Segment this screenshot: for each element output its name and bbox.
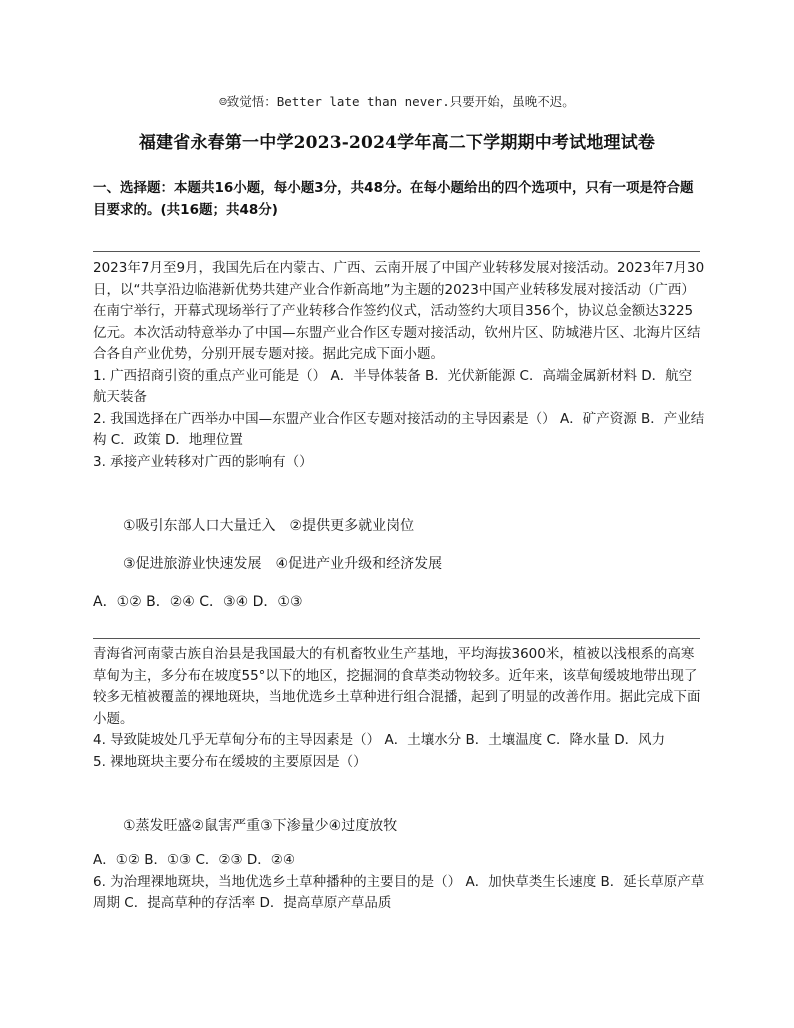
q5-answer-choices: A．①② B．①③ C．②③ D．②④ — [93, 852, 296, 868]
q3-options-line-1: ①吸引东部人口大量迁入 ②提供更多就业岗位 — [123, 518, 415, 534]
motto-line: ☺致觉悟：Better late than never.只要开始，虽晚不迟。 — [219, 94, 575, 109]
q5-options-line: ①蒸发旺盛②鼠害严重③下渗量少④过度放牧 — [123, 818, 398, 834]
question-group-2-continued — [93, 850, 705, 915]
question-3: 3. 承接产业转移对广西的影响有（） — [93, 453, 313, 470]
question-6: 6. 为治理裸地斑块，当地优选乡土草种播种的主要目的是（） A．加快草类生长速度 B．延长草原产草周期 C．提高草种的存活率 D．提高草原产草品质 — [93, 873, 705, 911]
passage-1: 2023年7月至9月，我国先后在内蒙古、广西、云南开展了中国产业转移发展对接活动。2023年7月30日，以“共享沿边临港新优势共建产业合作新高地”为主题的2023中国产业转移发展对接活动（广西）在南宁举行，开幕式现场举行了产业转移合作签约仪式，活动签约大项目356个，协议总金额达3225亿元。本次活动特意举办了中国—东盟产业合作区专题对接活动，钦州片区、防城港片区、北海片区结合各自产业优势，分别开展专题对接。据此完成下面小题。 — [93, 260, 705, 362]
question-4: 4. 导致陡坡处几乎无草甸分布的主导因素是（） A．土壤水分 B．土壤温度 C．降水量 D．风力 — [93, 732, 666, 748]
question-group-2 — [93, 644, 705, 773]
divider-2 — [93, 638, 700, 639]
question-group-1 — [93, 258, 705, 473]
q3-answer-choices: A．①② B．②④ C．③④ D．①③ — [93, 594, 303, 610]
question-1: 1. 广西招商引资的重点产业可能是（） A．半导体装备 B．光伏新能源 C．高端金属新材料 D．航空航天装备 — [93, 367, 693, 405]
question-2: 2. 我国选择在广西举办中国—东盟产业合作区专题对接活动的主导因素是（） A．矿产资源 B．产业结构 C．政策 D．地理位置 — [93, 410, 705, 448]
question-5: 5. 裸地斑块主要分布在缓坡的主要原因是（） — [93, 753, 367, 770]
section-heading: 一、选择题：本题共16小题，每小题3分，共48分。在每小题给出的四个选项中，只有一项是符合题目要求的。(共16题；共48分) — [93, 180, 694, 218]
passage-2: 青海省河南蒙古族自治县是我国最大的有机畜牧业生产基地，平均海拔3600米，植被以浅根系的高寒草甸为主，多分布在坡度55°以下的地区，挖掘洞的食草类动物较多。近年来，该草甸缓坡地带出现了较多无植被覆盖的裸地斑块，当地优选乡土草种进行组合混播，起到了明显的改善作用。据此完成下面小题。 — [93, 646, 701, 727]
q3-options-line-2: ③促进旅游业快速发展 ④促进产业升级和经济发展 — [123, 556, 443, 572]
divider-1 — [93, 251, 700, 252]
page-title: 福建省永春第一中学2023-2024学年高二下学期期中考试地理试卷 — [138, 133, 656, 153]
